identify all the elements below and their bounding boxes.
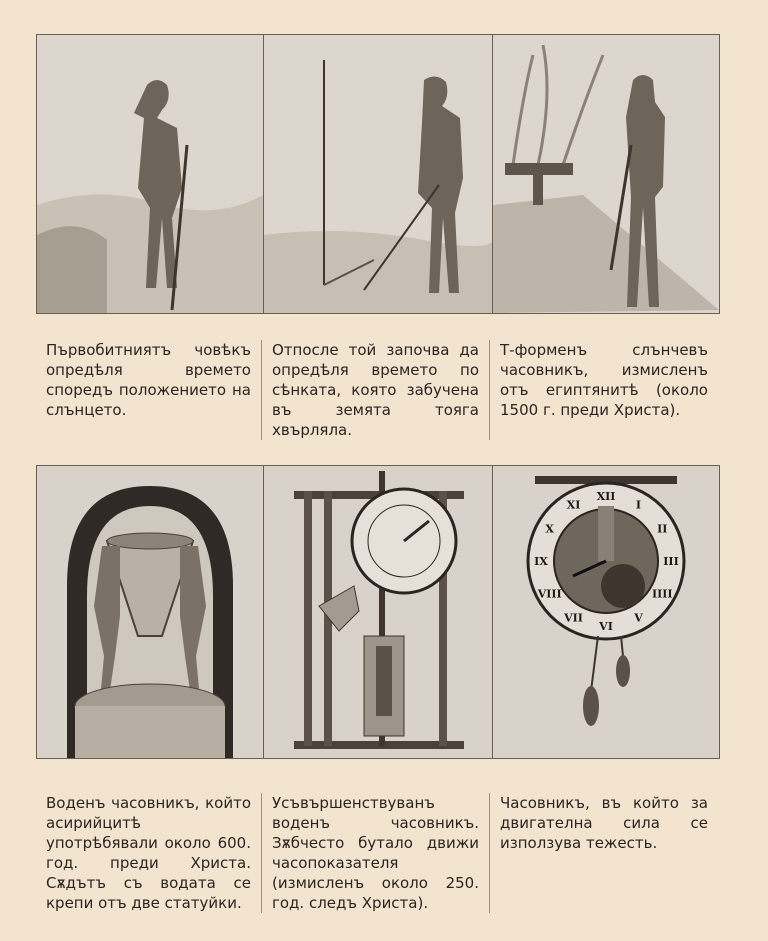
caption-row-top: [36, 340, 718, 440]
caption-assyrian-water-clock: Воденъ часовникъ, който асирийцитѣ употрѣбявали около 600. год. преди Христа. Сѫдътъ съ водата се крепи отъ две статуйки.: [36, 793, 262, 913]
illustration-egyptian-sundial: [493, 35, 719, 313]
illustration-assyrian-water-clock: [37, 466, 264, 758]
caption-row-bottom: [36, 793, 718, 913]
clock-numeral: V: [634, 611, 643, 625]
caption-improved-water-clock: Усъвършенствуванъ воденъ часовникъ. Зѫбчесто бутало движи часопоказателя (измисленъ около 250. год. следъ Христа).: [262, 793, 490, 913]
clock-numeral: XI: [566, 498, 581, 512]
clock-numeral: IIII: [652, 587, 673, 601]
illustration-improved-water-clock: [264, 466, 493, 758]
caption-shadow-stick: Отпосле той започва да опредѣля времето по сѣнката, която забучена въ земята тояга хвърляла.: [262, 340, 490, 440]
clock-numeral: VII: [564, 611, 583, 625]
clock-numeral: VIII: [537, 587, 562, 601]
clock-numeral: I: [635, 498, 642, 512]
caption-primitive-man: Първобитниятъ човѣкъ опредѣля времето споредъ положението на слънцето.: [36, 340, 262, 440]
clock-numeral: VI: [599, 620, 613, 633]
illustration-row-top: [36, 34, 720, 314]
illustration-row-bottom: [36, 465, 720, 759]
clock-numeral: II: [657, 522, 668, 536]
clock-numeral: III: [663, 555, 679, 568]
clock-numeral: X: [545, 522, 554, 536]
clock-numeral: IX: [534, 555, 548, 568]
illustration-primitive-man-sun: [37, 35, 264, 313]
illustration-shadow-stick: [264, 35, 493, 313]
illustration-weight-driven-clock: [493, 466, 719, 758]
caption-weight-driven-clock: Часовникъ, въ който за двигателна сила се използува тежесть.: [500, 794, 708, 852]
clock-numeral: XII: [596, 490, 616, 503]
caption-egyptian-sundial: Т-форменъ слънчевъ часовникъ, измисленъ отъ египтянитѣ (около 1500 г. преди Христа).: [500, 341, 708, 419]
